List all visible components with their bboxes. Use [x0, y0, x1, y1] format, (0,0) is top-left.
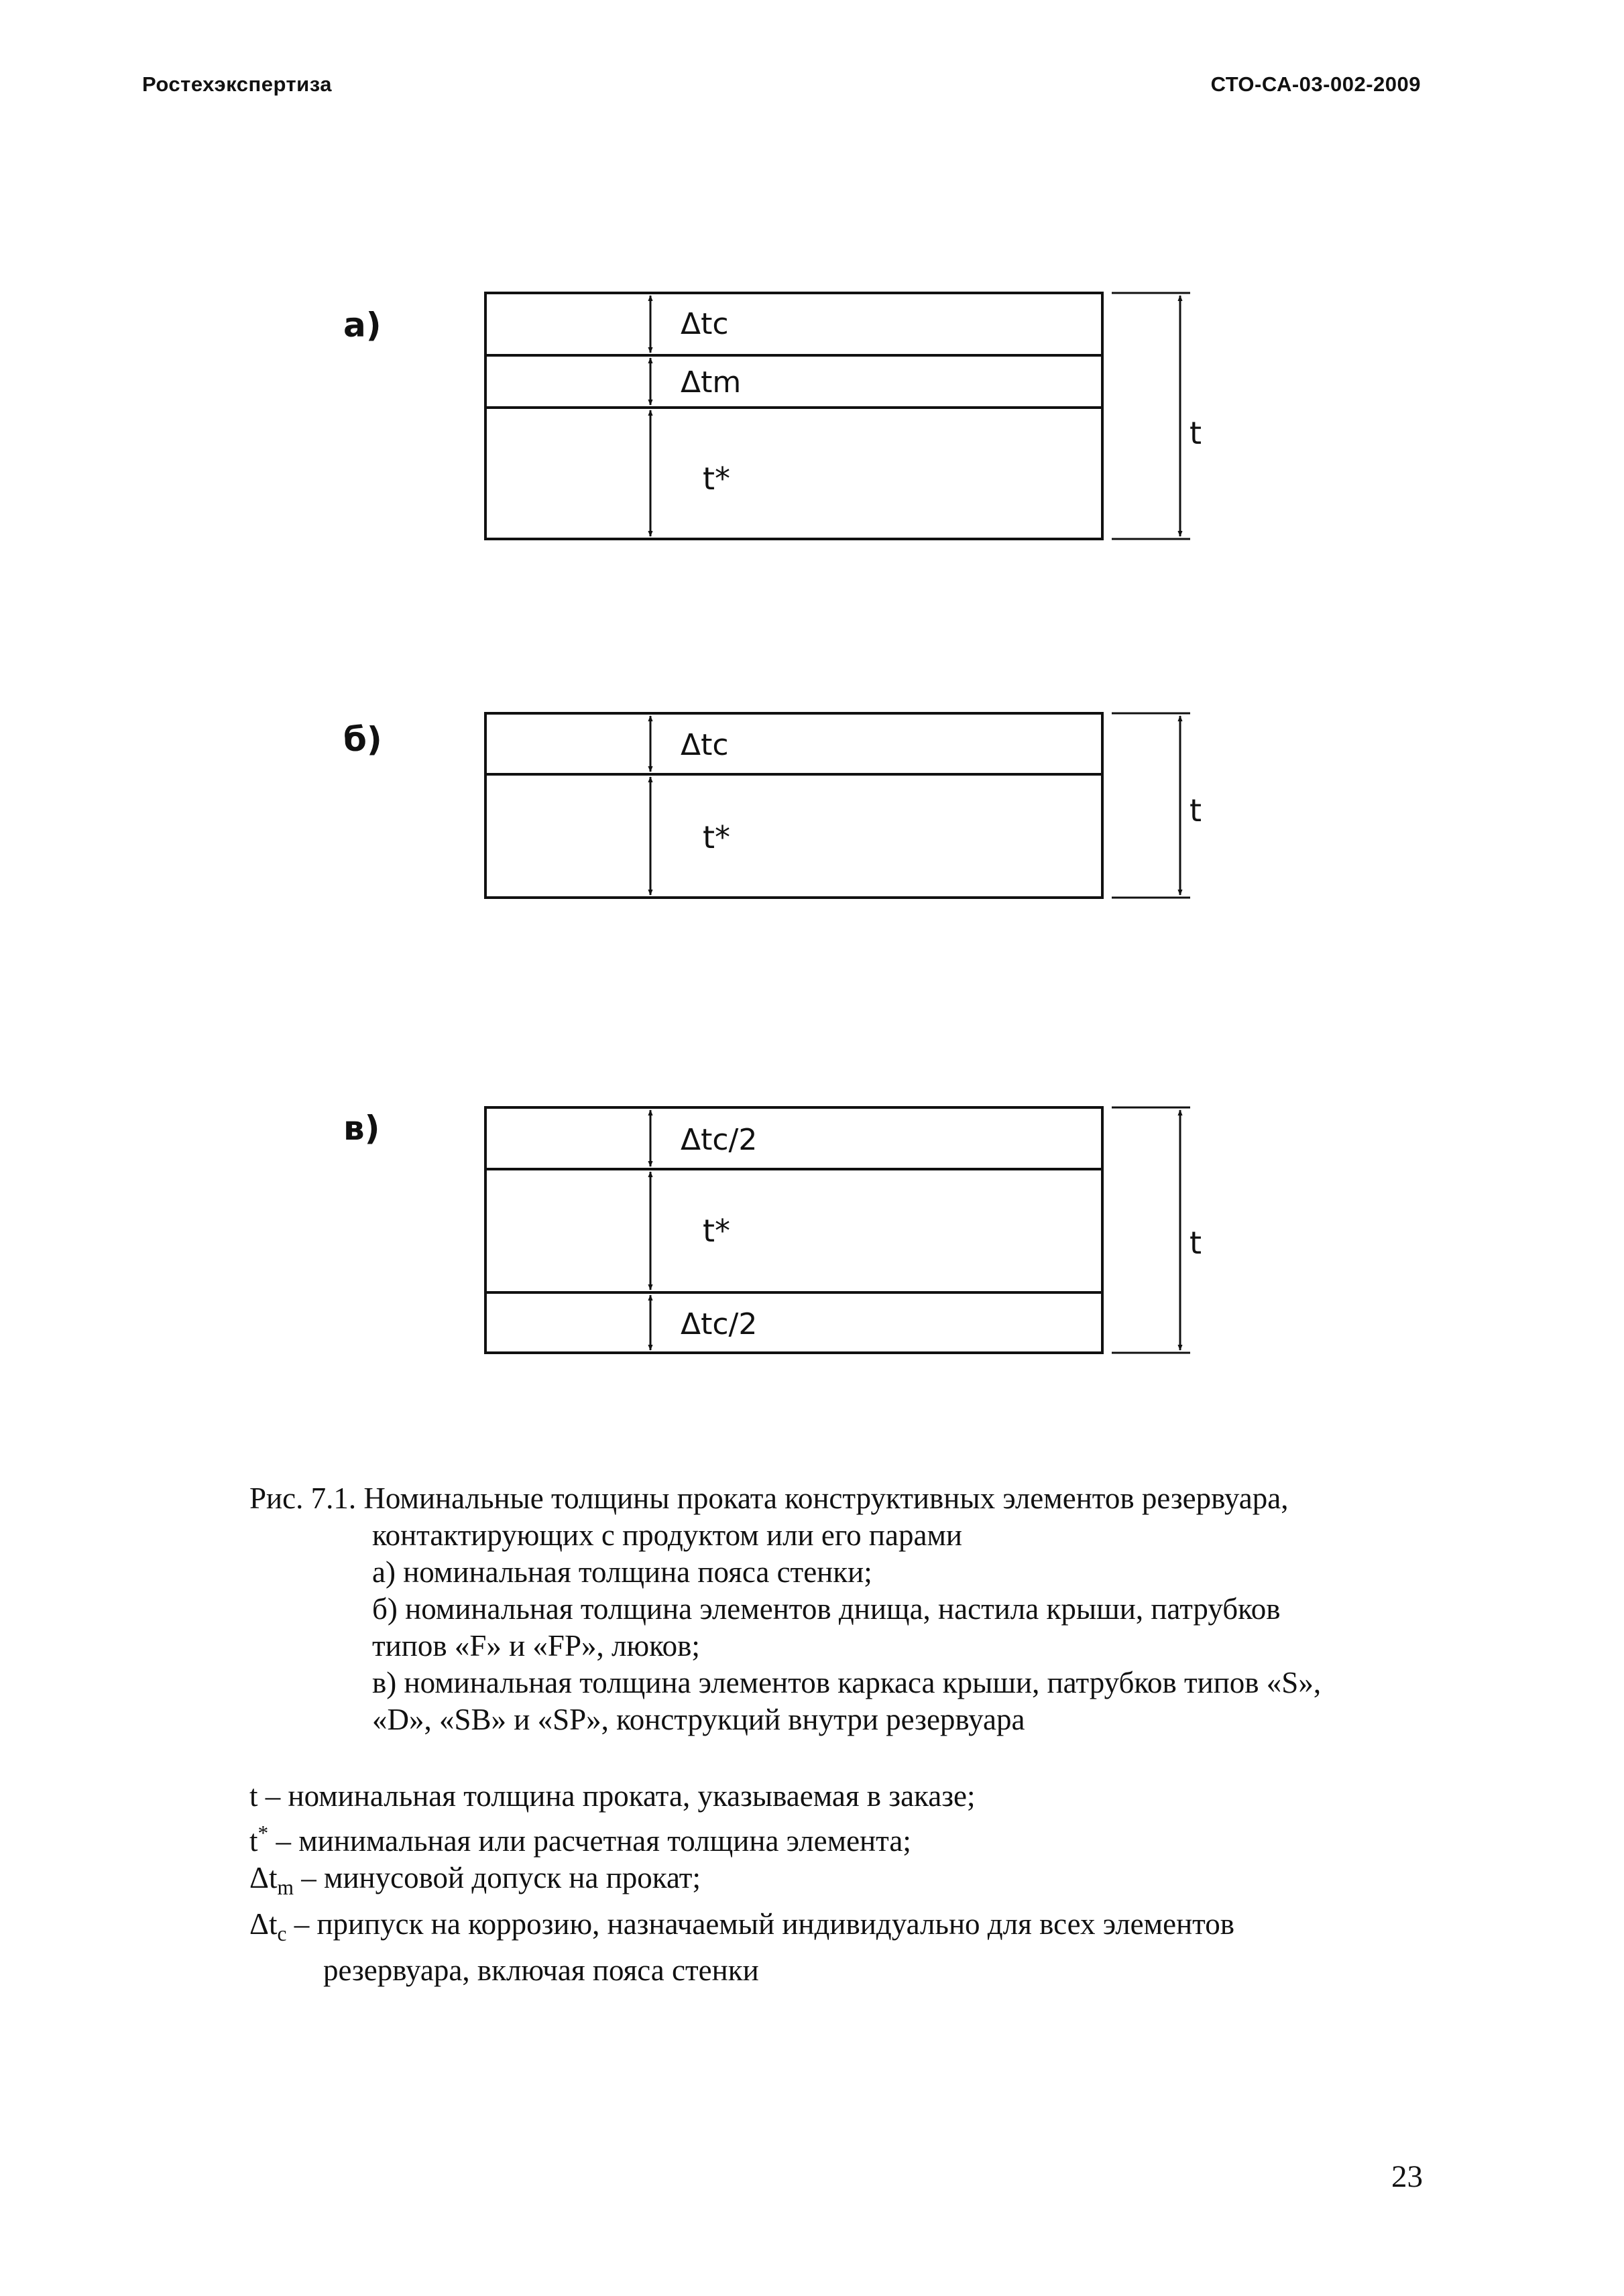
diagram-v — [485, 1107, 1190, 1353]
diagram-a — [485, 293, 1190, 539]
total-v-thickness: t — [1190, 1225, 1202, 1261]
diagram-a-label: а) — [343, 306, 382, 345]
layer-v-corrosion-bottom: Δtc/2 — [681, 1307, 758, 1341]
legend-item-dtm: $\Delta t_m$ – минусовой допуск на прокат; — [249, 1861, 701, 1899]
layer-b-design-thickness: t* — [703, 819, 731, 855]
layer-b-corrosion: Δtc — [681, 728, 729, 762]
header-standard-code: СТО-СА-03-002-2009 — [1210, 72, 1421, 96]
symbol-legend — [249, 1778, 1443, 1989]
legend-item-tstar: t* – минимальная или расчетная толщина элемента; — [249, 1821, 911, 1858]
diagram-b-label: б) — [343, 720, 382, 759]
layer-v-design-thickness: t* — [703, 1213, 731, 1249]
caption-line: типов «F» и «FP», люков; — [372, 1629, 700, 1663]
caption-line: б) номинальная толщина элементов днища, настила крыши, патрубков — [372, 1592, 1281, 1626]
caption-line: контактирующих с продуктом или его парами — [372, 1518, 963, 1552]
diagram-b — [485, 713, 1190, 898]
caption-title: Рис. 7.1. Номинальные толщины проката конструктивных элементов резервуара, — [249, 1482, 1289, 1515]
legend-item-dtc-continued: резервуара, включая пояса стенки — [323, 1953, 759, 1987]
legend-item-t: t – номинальная толщина проката, указываемая в заказе; — [249, 1779, 976, 1813]
layer-a-design-thickness: t* — [703, 461, 731, 497]
page-number: 23 — [1391, 2159, 1423, 2194]
caption-line: «D», «SB» и «SP», конструкций внутри резервуара — [372, 1703, 1025, 1736]
total-b-thickness: t — [1190, 792, 1202, 829]
diagram-v-label: в) — [343, 1109, 380, 1148]
layer-a-minus-tolerance: Δtm — [681, 365, 742, 400]
caption-line: в) номинальная толщина элементов каркаса крыши, патрубков типов «S», — [372, 1666, 1322, 1699]
header-organization: Ростехэкспертиза — [142, 72, 332, 96]
layer-a-corrosion: Δtc — [681, 307, 729, 341]
caption-line: а) номинальная толщина пояса стенки; — [372, 1555, 872, 1589]
total-a-thickness: t — [1190, 415, 1202, 451]
layer-v-corrosion-top: Δtc/2 — [681, 1123, 758, 1157]
legend-item-dtc: $\Delta t_c$ – припуск на коррозию, назначаемый индивидуально для всех элементов — [249, 1907, 1235, 1945]
figure-caption — [249, 1480, 1443, 1738]
